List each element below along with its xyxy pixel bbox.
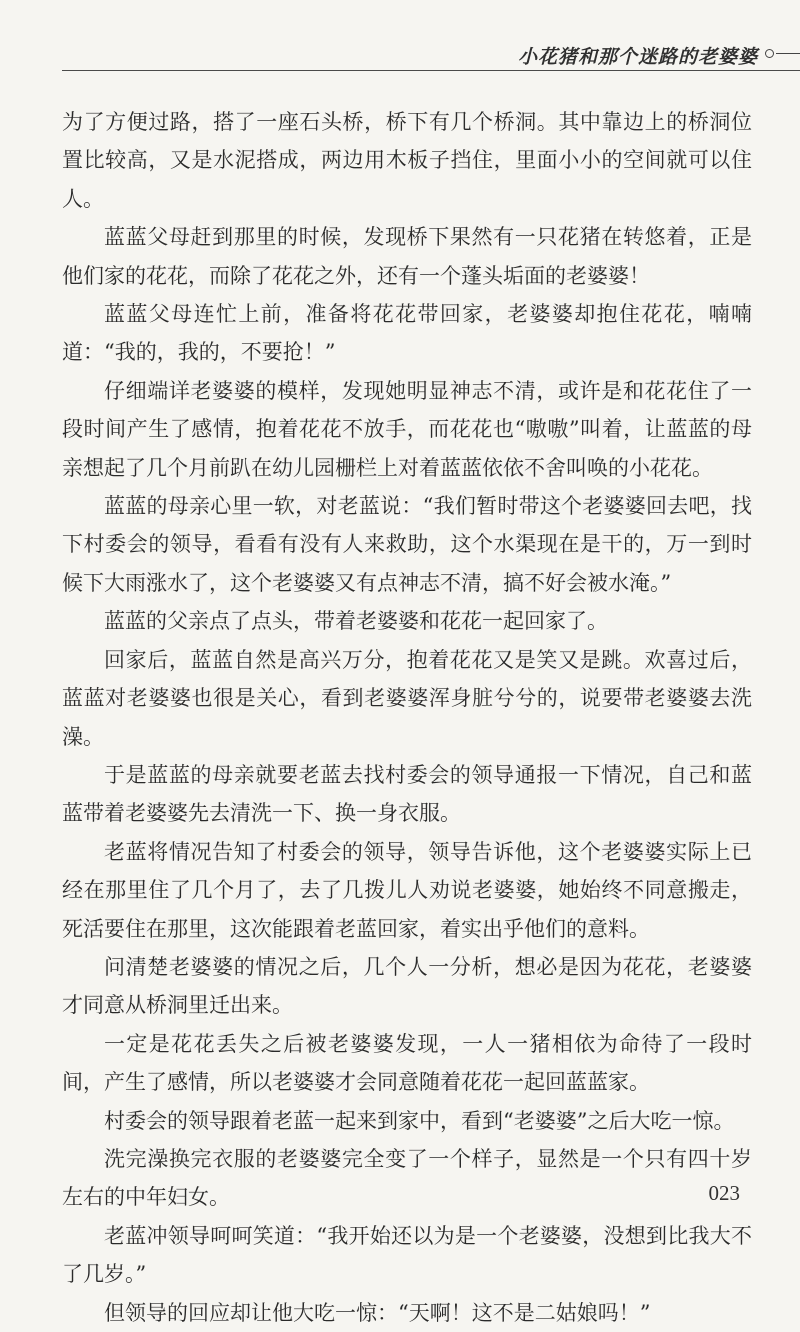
- page-number: 023: [708, 1181, 740, 1205]
- running-header: [0, 38, 800, 78]
- header-ornament-circle: [765, 49, 774, 58]
- header-rule: [62, 70, 800, 71]
- paragraph: 老蓝冲领导呵呵笑道：“我开始还以为是一个老婆婆，没想到比我大不了几岁。”: [62, 1223, 752, 1287]
- paragraph: 洗完澡换完衣服的老婆婆完全变了一个样子，显然是一个只有四十岁左右的中年妇女。: [62, 1146, 752, 1210]
- paragraph: 问清楚老婆婆的情况之后，几个人一分析，想必是因为花花，老婆婆才同意从桥洞里迁出来。: [62, 954, 752, 1018]
- paragraph: 仔细端详老婆婆的模样，发现她明显神志不清，或许是和花花住了一段时间产生了感情，抱着花花不放手，而花花也“嗷嗷”叫着，让蓝蓝的母亲想起了几个月前趴在幼儿园栅栏上对着蓝蓝依依不舍叫唤的小花花。: [62, 378, 752, 480]
- paragraph: 蓝蓝的母亲心里一软，对老蓝说：“我们暂时带这个老婆婆回去吧，找下村委会的领导，看看有没有人来救助，这个水渠现在是干的，万一到时候下大雨涨水了，这个老婆婆又有点神志不清，搞不好会被水淹。”: [62, 494, 752, 595]
- paragraph: 蓝蓝父母赶到那里的时候，发现桥下果然有一只花猪在转悠着，正是他们家的花花，而除了花花之外，还有一个蓬头垢面的老婆婆！: [62, 225, 752, 288]
- paragraph: 蓝蓝的父亲点了点头，带着老婆婆和花花一起回家了。: [104, 609, 608, 634]
- paragraph: 蓝蓝父母连忙上前，准备将花花带回家，老婆婆却抱住花花，喃喃道：“我的，我的，不要抢！”: [62, 302, 752, 365]
- paragraph: 为了方便过路，搭了一座石头桥，桥下有几个桥洞。其中靠边上的桥洞位置比较高，又是水泥搭成，两边用木板子挡住，里面小小的空间就可以住人。: [62, 110, 752, 211]
- paragraph: 一定是花花丢失之后被老婆婆发现，一人一猪相依为命待了一段时间，产生了感情，所以老婆婆才会同意随着花花一起回蓝蓝家。: [62, 1031, 752, 1095]
- paragraph: 回家后，蓝蓝自然是高兴万分，抱着花花又是笑又是跳。欢喜过后，蓝蓝对老婆婆也很是关心，看到老婆婆浑身脏兮兮的，说要带老婆婆去洗澡。: [62, 647, 752, 749]
- paragraph: 于是蓝蓝的母亲就要老蓝去找村委会的领导通报一下情况，自己和蓝蓝带着老婆婆先去清洗一下、换一身衣服。: [62, 762, 752, 826]
- paragraph: 村委会的领导跟着老蓝一起来到家中，看到“老婆婆”之后大吃一惊。: [104, 1108, 735, 1133]
- body-text: [62, 103, 752, 1332]
- running-title: 小花猪和那个迷路的老婆婆: [517, 46, 758, 68]
- paragraph: 老蓝将情况告知了村委会的领导，领导告诉他，这个老婆婆实际上已经在那里住了几个月了，去了几拨儿人劝说老婆婆，她始终不同意搬走，死活要住在那里，这次能跟着老蓝回家，着实出乎他们的意料。: [62, 839, 752, 941]
- header-ornament-line: [776, 53, 800, 54]
- paragraph: 但领导的回应却让他大吃一惊：“天啊！这不是二姑娘吗！”: [104, 1300, 651, 1325]
